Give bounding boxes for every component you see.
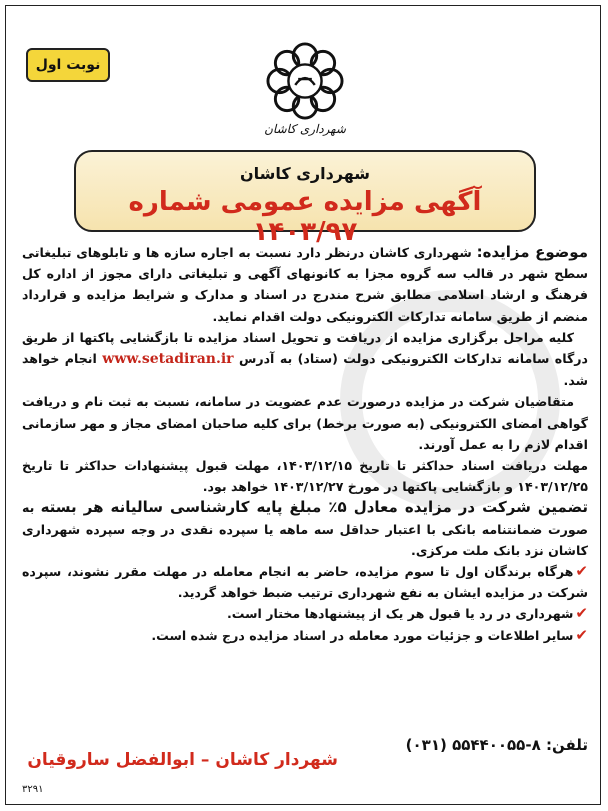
setad-link[interactable]: www.setadiran.ir: [102, 351, 234, 368]
stages-end: انجام خواهد شد.: [22, 351, 588, 389]
notice-code: ۳۲۹۱: [22, 784, 44, 795]
phone-number: تلفن: ۸-۵۵۴۴۰۰۵۵ (۰۳۱): [405, 736, 588, 754]
check-icon: ✔: [575, 604, 588, 623]
notice-body: [22, 242, 588, 646]
logo-caption: شهرداری کاشان: [264, 122, 346, 136]
notice-headline: آگهی مزایده عمومی شماره ۱۴۰۳/۹۷: [128, 187, 482, 247]
guarantee-text: به صورت ضمانتنامه بانکی با اعتبار حداقل سه ماهه یا سپرده نقدی در وجه سپرده شهرداری کاشان نزد بانک ملت مرکزی.: [22, 500, 588, 558]
paragraph-stages: [22, 327, 588, 392]
publication-badge: نوبت اول: [26, 48, 110, 82]
mayor-signature: شهردار کاشان – ابوالفضل ساروقیان: [27, 750, 338, 770]
guarantee-lead: تضمین شرکت در مزایده معادل ۵٪ مبلغ پایه کارشناسی سالیانه هر بسته: [40, 498, 588, 517]
paragraph-guarantee: [22, 497, 588, 561]
bullet-item: ✔هرگاه برندگان اول تا سوم مزایده، حاضر به انجام معامله در مهلت مقرر نشوند، سپرده شرکت در مزایده ایشان به نفع شهرداری ترتیب ضبط خواهد گردید.: [22, 562, 588, 601]
footer: [20, 736, 588, 786]
kashan-municipality-emblem-icon: [266, 42, 344, 120]
paragraph-registration: متقاضیان شرکت در مزایده درصورت عدم عضویت در سامانه، نسبت به ثبت نام و دریافت گواهی امضای الکترونیکی (به صورت برخط) برای کلیه صاحبان امضای مجاز و مهر سازمانی اقدام لازم را به عمل آورند.: [22, 394, 588, 452]
title-box: [74, 150, 536, 247]
subject-text: شهرداری کاشان درنظر دارد نسبت به اجاره سازه ها و تابلوهای تبلیغاتی سطح شهر در قالب سه گروه مجزا به کانونهای آگهی و تبلیغاتی دارای مجوز از اداره کل فرهنگ و ارشاد اسلامی مطابق شرح مندرج در اسناد و مدارک و شرایط مزایده و قرارداد منضم از طریق سامانه تدارکات الکترونیکی دولت اقدام نماید.: [22, 245, 588, 324]
check-icon: ✔: [575, 625, 588, 644]
stages-text: کلیه مراحل برگزاری مزایده از دریافت و تحویل اسناد مزایده تا بازگشایی پاکتها از طریق درگاه سامانه تدارکات الکترونیکی دولت (ستاد) به آدرس: [22, 329, 588, 367]
paragraph-subject: [22, 242, 588, 327]
check-icon: ✔: [575, 562, 588, 581]
organization-name: شهرداری کاشان: [239, 164, 371, 183]
bullet-item: ✔سایر اطلاعات و جزئیات مورد معامله در اسناد مزایده درج شده است.: [151, 625, 588, 644]
bullet-item: ✔شهرداری در رد یا قبول هر یک از پیشنهادها مختار است.: [227, 604, 588, 623]
paragraph-deadlines: مهلت دریافت اسناد حداکثر تا تاریخ ۱۴۰۳/۱۲/۱۵، مهلت قبول پیشنهادات حداکثر تا تاریخ ۱۴۰۳/۱۲/۲۵ و بازگشایی پاکتها در مورخ ۱۴۰۳/۱۲/۲۷ خواهد بود.: [22, 458, 588, 495]
subject-lead: موضوع مزایده:: [476, 243, 588, 261]
